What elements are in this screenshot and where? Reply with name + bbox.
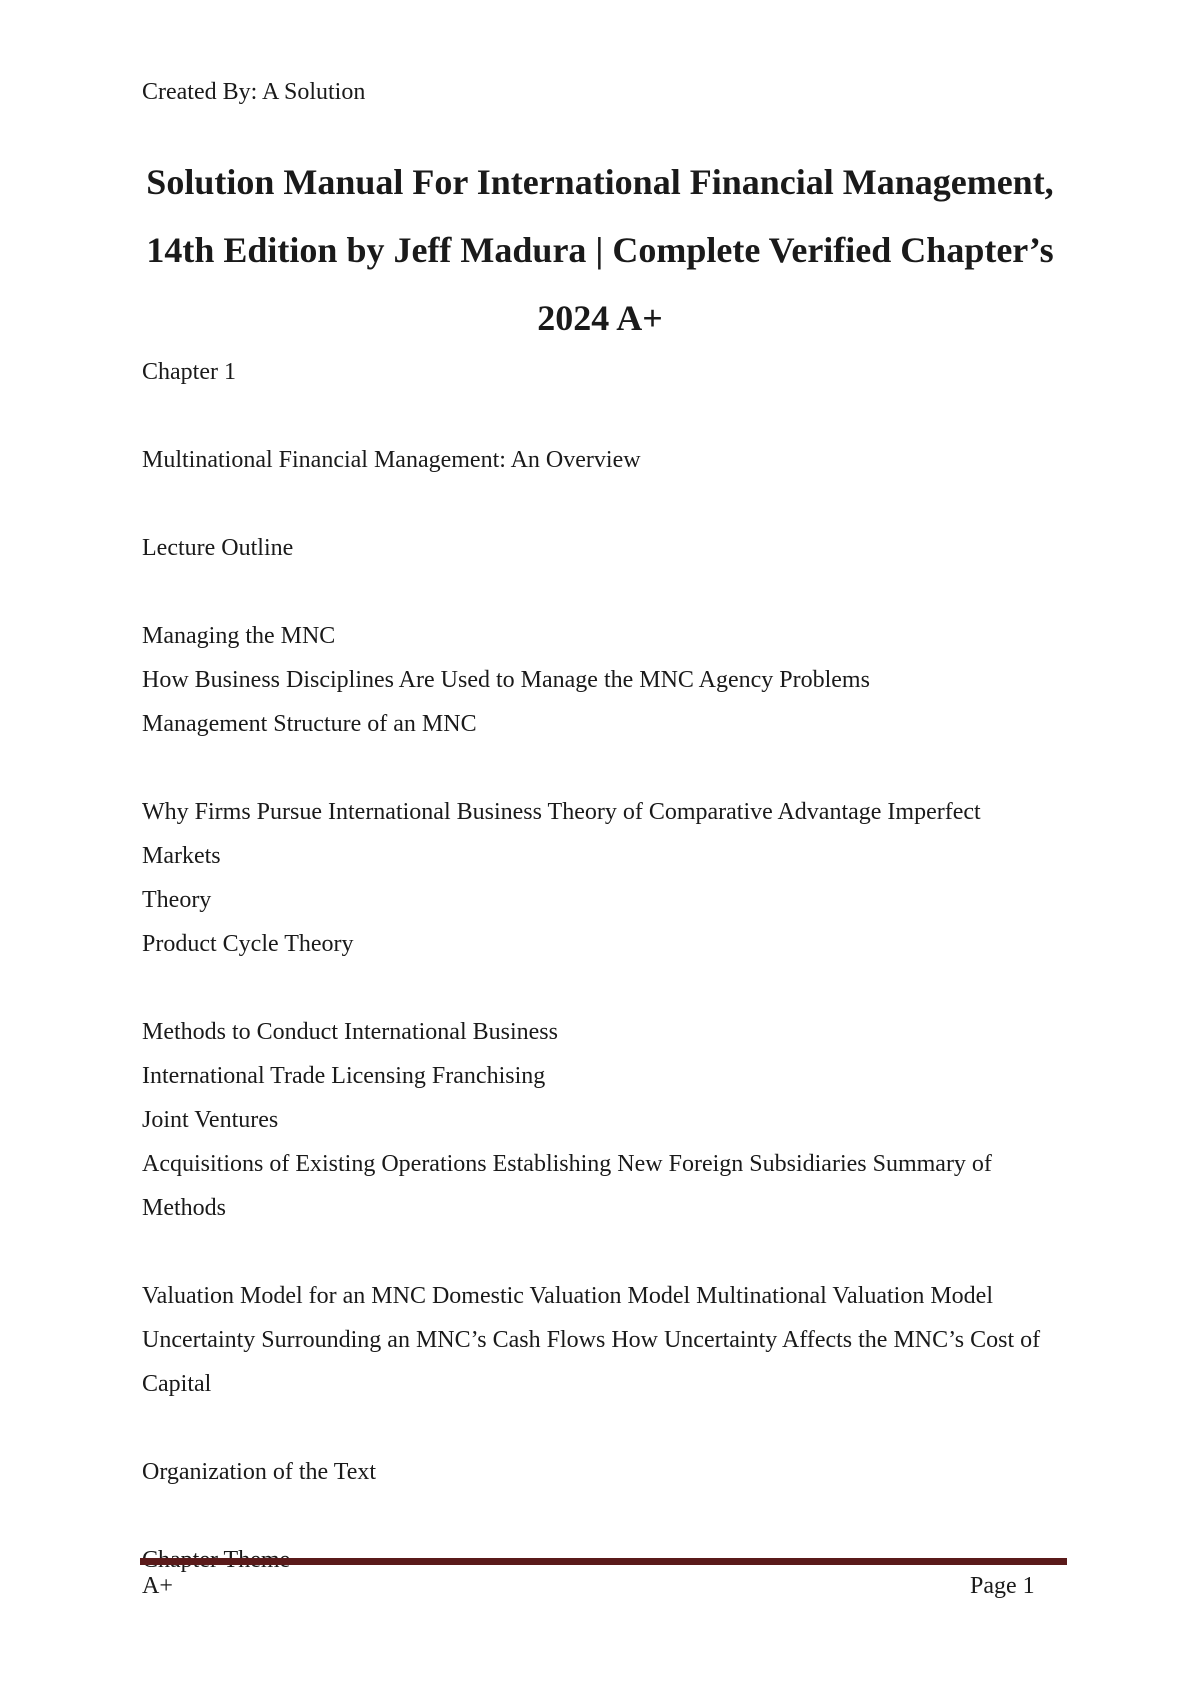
footer-grade: A+ [142, 1573, 173, 1599]
outline-item: Theory [142, 887, 212, 913]
document-body [142, 350, 1062, 1582]
outline-item: Joint Ventures [142, 1107, 279, 1133]
outline-item: How Business Disciplines Are Used to Manage the MNC Agency Problems [142, 667, 870, 693]
title-line-1: Solution Manual For International Financial Management, [146, 162, 1054, 202]
outline-item: Methods [142, 1195, 226, 1221]
outline-item: Capital [142, 1371, 212, 1397]
title-line-3: 2024 A+ [537, 298, 663, 338]
created-by-header: Created By: A Solution [142, 79, 366, 105]
chapter-label: Chapter 1 [142, 359, 236, 385]
title-line-2: 14th Edition by Jeff Madura | Complete Verified Chapter’s [146, 230, 1054, 270]
outline-item: Managing the MNC [142, 623, 336, 649]
outline-item: International Trade Licensing Franchising [142, 1063, 546, 1089]
outline-item: Why Firms Pursue International Business Theory of Comparative Advantage Imperfect Markets [142, 799, 981, 869]
chapter-title: Multinational Financial Management: An Overview [142, 447, 641, 473]
footer-divider [140, 1558, 1067, 1565]
document-title [120, 148, 1080, 352]
outline-item: Methods to Conduct International Business [142, 1019, 558, 1045]
outline-item: Management Structure of an MNC [142, 711, 477, 737]
organization-heading: Organization of the Text [142, 1459, 377, 1485]
outline-item: Product Cycle Theory [142, 931, 354, 957]
outline-item: Valuation Model for an MNC Domestic Valuation Model Multinational Valuation Model [142, 1283, 994, 1309]
page-number: Page 1 [970, 1573, 1035, 1599]
outline-item: Uncertainty Surrounding an MNC’s Cash Flows How Uncertainty Affects the MNC’s Cost of [142, 1327, 1041, 1353]
lecture-outline-heading: Lecture Outline [142, 535, 294, 561]
outline-item: Acquisitions of Existing Operations Establishing New Foreign Subsidiaries Summary of [142, 1151, 992, 1177]
